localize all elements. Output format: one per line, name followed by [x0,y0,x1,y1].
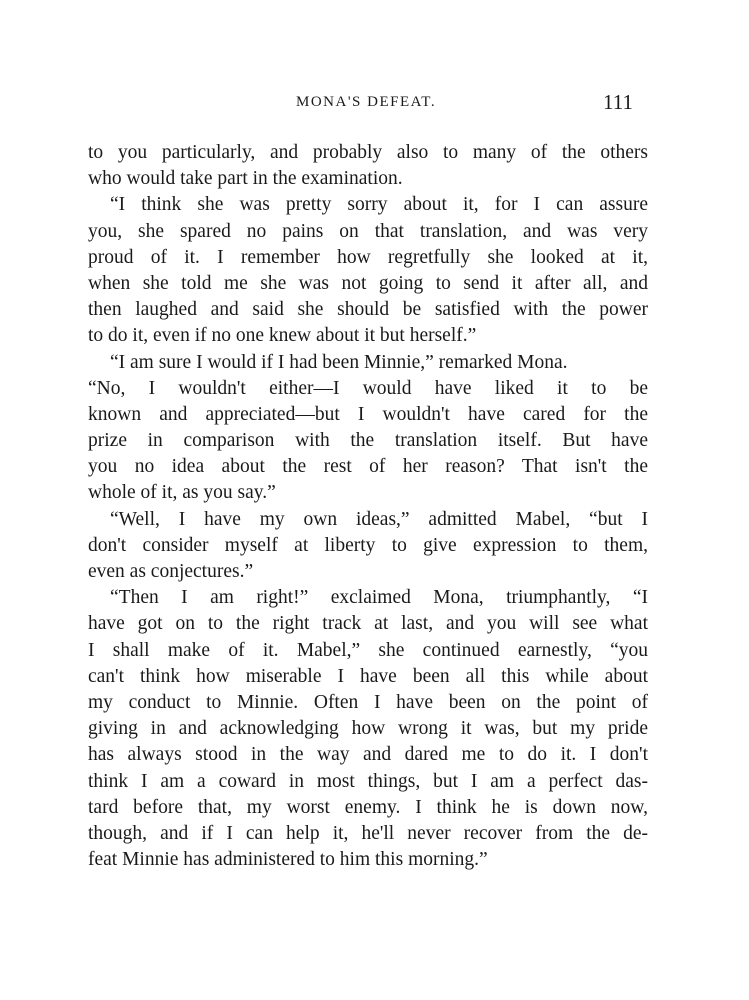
text-line: you no idea about the rest of her reason? That isn't the [88,456,648,478]
text-line: think I am a coward in most things, but I am a perfect das- [88,770,648,792]
text-line: “I am sure I would if I had been Minnie,” remarked Mona. [110,351,568,373]
text-line: prize in comparison with the translation itself. But have [88,430,648,452]
text-line: my conduct to Minnie. Often I have been on the point of [88,691,648,713]
text-line: feat Minnie has administered to him this morning.” [88,849,488,871]
text-line: proud of it. I remember how regretfully she looked at it, [88,246,648,268]
text-line: then laughed and said she should be satisfied with the power [88,299,648,321]
text-line: known and appreciated—but I wouldn't have cared for the [88,403,648,425]
text-line: giving in and acknowledging how wrong it was, but my pride [88,718,648,740]
text-line: “Well, I have my own ideas,” admitted Mabel, “but I [110,508,648,530]
text-line: can't think how miserable I have been all this while about [88,665,648,687]
text-line: to you particularly, and probably also to many of the others [88,142,648,163]
text-line: “I think she was pretty sorry about it, for I can assure [110,194,648,216]
page-number: 111 [603,90,633,114]
text-line: “Then I am right!” exclaimed Mona, triumphantly, “I [110,587,648,609]
text-line: whole of it, as you say.” [88,482,276,504]
text-line: who would take part in the examination. [88,168,403,190]
text-line: you, she spared no pains on that translation, and was very [88,220,648,242]
text-line: even as conjectures.” [88,561,254,582]
text-line: tard before that, my worst enemy. I think he is down now, [88,796,648,818]
text-line: though, and if I can help it, he'll never recover from the de- [88,822,648,844]
body-text [88,140,648,873]
running-head: MONA'S DEFEAT. [296,94,437,110]
text-line: have got on to the right track at last, and you will see what [88,613,648,635]
text-line: when she told me she was not going to send it after all, and [88,272,648,294]
text-line: has always stood in the way and dared me to do it. I don't [88,744,648,766]
text-line: “No, I wouldn't either—I would have liked it to be [88,377,648,399]
text-line: to do it, even if no one knew about it but herself.” [88,325,477,347]
text-line: don't consider myself at liberty to give expression to them, [88,534,648,556]
text-line: I shall make of it. Mabel,” she continued earnestly, “you [88,639,648,661]
